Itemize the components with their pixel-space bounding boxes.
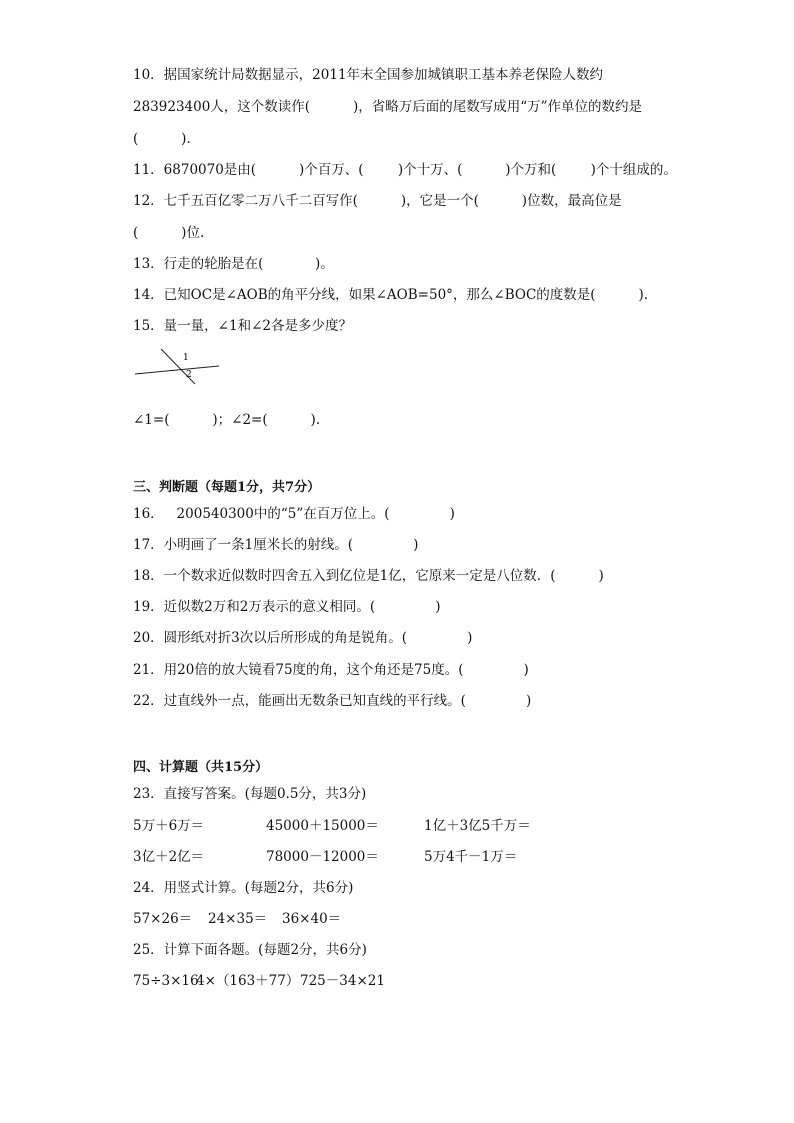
- question-12-line-1: 12．七千五百亿零二万八千二百写作( )，它是一个( )位数，最高位是: [133, 193, 622, 209]
- question-14: 14．已知OC是∠AOB的角平分线，如果∠AOB=50°，那么∠BOC的度数是( ).: [133, 287, 649, 303]
- q24-item-2: 24×35＝: [208, 911, 268, 927]
- question-16: 16． 200540300中的“5”在百万位上。( ): [133, 506, 455, 522]
- question-15-answer: ∠1=( )；∠2=( ).: [133, 412, 321, 428]
- question-25: 25．计算下面各题。(每题2分，共6分): [133, 942, 367, 958]
- q23-item-5: 78000－12000＝: [266, 849, 379, 865]
- horizontal-line: [135, 366, 219, 374]
- question-17: 17．小明画了一条1厘米长的射线。( ): [133, 537, 419, 553]
- question-19: 19．近似数2万和2万表示的意义相同。( ): [133, 599, 441, 615]
- question-15: 15．量一量，∠1和∠2各是多少度？: [133, 318, 352, 334]
- question-10-line-2: 283923400人，这个数读作( )，省略万后面的尾数写成用“万”作单位的数约是: [133, 99, 643, 115]
- question-11: 11．6870070是由( )个百万、( )个十万、( )个万和( )个十组成的。: [133, 162, 677, 178]
- q24-item-1: 57×26＝: [133, 911, 193, 927]
- question-20: 20．圆形纸对折3次以后所形成的角是锐角。( ): [133, 630, 473, 646]
- q24-item-3: 36×40＝: [282, 911, 342, 927]
- question-12-line-2: ( )位.: [133, 225, 205, 241]
- q25-item-2: 4×（163＋77）: [196, 973, 300, 989]
- q23-item-6: 5万4千－1万＝: [424, 849, 518, 865]
- question-22: 22．过直线外一点，能画出无数条已知直线的平行线。( ): [133, 693, 532, 709]
- q23-item-3: 1亿＋3亿5千万＝: [424, 818, 531, 834]
- angle-1-label: 1: [183, 353, 189, 363]
- question-23: 23．直接写答案。(每题0.5分，共3分): [133, 786, 367, 802]
- question-21: 21．用20倍的放大镜看75度的角，这个角还是75度。( ): [133, 662, 529, 678]
- q25-item-1: 75÷3×16: [133, 973, 199, 989]
- section-3-heading: 三、判断题（每题1分，共7分）: [133, 480, 321, 495]
- question-13: 13．行走的轮胎是在( )。: [133, 256, 334, 272]
- q23-item-2: 45000＋15000＝: [266, 818, 379, 834]
- question-10-line-3: ( ).: [133, 131, 191, 147]
- section-4-heading: 四、计算题（共15分）: [133, 760, 269, 775]
- angle-2-label: 2: [186, 370, 192, 380]
- angle-figure: [133, 344, 225, 390]
- question-24: 24．用竖式计算。(每题2分，共6分): [133, 880, 354, 896]
- q23-item-1: 5万＋6万＝: [133, 818, 205, 834]
- q23-item-4: 3亿＋2亿＝: [133, 849, 205, 865]
- q25-item-3: 725－34×21: [300, 973, 385, 989]
- question-10-line-1: 10．据国家统计局数据显示，2011年末全国参加城镇职工基本养老保险人数约: [133, 67, 604, 83]
- question-18: 18．一个数求近似数时四舍五入到亿位是1亿，它原来一定是八位数．( ): [133, 568, 604, 584]
